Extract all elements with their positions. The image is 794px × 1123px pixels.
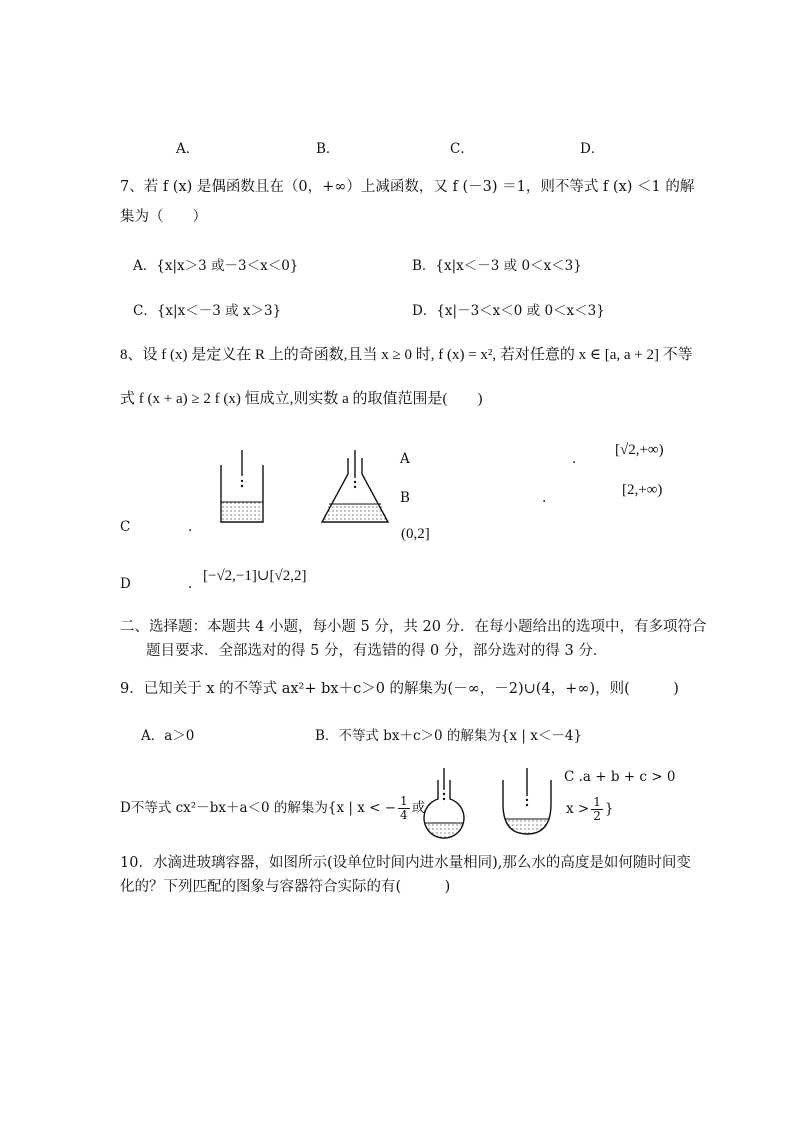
q8-option-c-value: (0,2] — [401, 526, 430, 542]
q6-option-d: D． — [580, 141, 605, 157]
q9-c-cont-prefix: x > — [566, 801, 590, 817]
q7-stem-line1: 7、若 f (x) 是偶函数且在（0，+∞）上减函数，又 f (－3) ＝1，则不等式 f (x) ＜1 的解 — [120, 179, 695, 195]
q7-stem-line2: 集为（ ） — [120, 209, 207, 225]
q9-option-c-continuation — [566, 796, 613, 823]
q9-c-cont-fraction: $\frac{1}{2}$ — [593, 795, 601, 823]
q8-option-a-dot: . — [572, 451, 577, 467]
q6-option-b: B． — [316, 141, 340, 157]
q10-stem-line1: 10．水滴进玻璃容器，如图所示(设单位时间内进水量相同),那么水的高度是如何随时间变 — [120, 855, 691, 871]
q9-option-d-prefix: D不等式 cx²－bx＋a＜0 的解集为{x | x < − — [120, 800, 397, 816]
q6-option-a: A． — [176, 141, 200, 157]
q9-option-d — [120, 795, 425, 822]
q9-option-d-fraction: $\frac{1}{4}$ — [400, 794, 408, 822]
q7-option-d: D．{x|－3＜x＜0 或 0＜x＜3} — [412, 303, 605, 319]
section2-header-line1: 二、选择题：本题共 4 小题，每小题 5 分，共 20 分．在每小题给出的选项中，有多项符合 — [120, 619, 707, 635]
conical-flask-figure — [320, 450, 390, 525]
q8-option-c-dot: . — [188, 519, 193, 535]
q8-option-c-label: C — [120, 519, 131, 535]
round-flask-figure — [420, 768, 470, 840]
q8-option-a-value: [√2,+∞) — [615, 442, 664, 458]
q7-option-c: C．{x|x＜－3 或 x＞3} — [133, 303, 282, 319]
q8-stem-line1: 8、设 f (x) 是定义在 R 上的奇函数,且当 x ≥ 0 时, f (x) = x², 若对任意的 x ∈ [a, a + 2] 不等 — [120, 347, 693, 363]
q8-stem-line2: 式 f (x + a) ≥ 2 f (x) 恒成立,则实数 a 的取值范围是( ) — [120, 391, 483, 407]
beaker-figure — [218, 450, 268, 525]
q9-option-d-or: 或 — [411, 800, 426, 816]
q8-option-d-label: D — [120, 576, 131, 592]
q6-option-c: C． — [450, 141, 474, 157]
q9-option-a: A．a＞0 — [141, 728, 195, 744]
q7-option-b: B．{x|x＜－3 或 0＜x＜3} — [412, 258, 582, 274]
q9-stem: 9．已知关于 x 的不等式 ax²+ bx＋c＞0 的解集为(－∞，－2)∪(4，+∞)，则( ) — [120, 681, 679, 697]
q8-option-a-label: A — [400, 451, 410, 467]
bowl-figure — [500, 768, 555, 840]
q10-stem-line2: 化的？下列匹配的图象与容器符合实际的有( ) — [120, 879, 451, 895]
q7-option-a: A．{x|x＞3 或－3＜x＜0} — [133, 258, 299, 274]
q8-option-b-value: [2,+∞) — [622, 482, 663, 498]
q9-option-b: B．不等式 bx＋c＞0 的解集为{x | x＜－4} — [315, 728, 583, 744]
q8-option-b-label: B — [400, 490, 410, 506]
section2-header-line2: 题目要求．全部选对的得 5 分，有选错的得 0 分，部分选对的得 3 分． — [146, 643, 608, 659]
q8-option-b-dot: . — [542, 490, 547, 506]
q9-option-c: C .a + b + c > 0 — [564, 769, 676, 785]
q8-option-d-value: [−√2,−1]∪[√2,2] — [203, 568, 307, 584]
q9-c-cont-suffix: } — [604, 801, 614, 817]
q8-option-d-dot: . — [188, 576, 193, 592]
